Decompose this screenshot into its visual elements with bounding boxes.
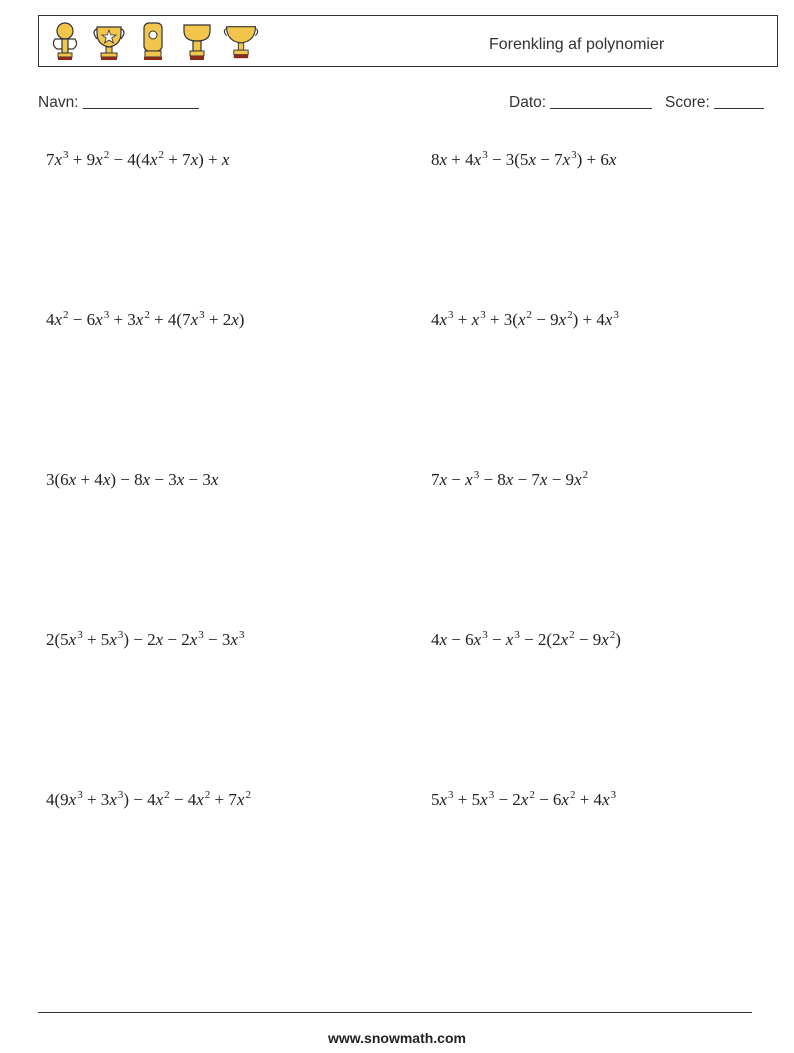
term-text: − 9 xyxy=(531,310,559,329)
exponent: 3 xyxy=(514,629,520,641)
term-text: + 4 xyxy=(76,470,103,489)
variable: x xyxy=(230,630,238,649)
term-text: + 5 xyxy=(453,790,481,809)
exponent: 2 xyxy=(569,629,575,641)
variable: x xyxy=(602,790,610,809)
variable: x xyxy=(471,310,480,329)
variable: x xyxy=(439,150,448,169)
variable: x xyxy=(439,470,448,489)
problem-5 xyxy=(46,470,218,490)
term-text: ) xyxy=(615,630,621,649)
trophy-star-icon xyxy=(91,19,127,65)
term-text: + 4(7 xyxy=(149,310,191,329)
variable: x xyxy=(221,150,230,169)
term-text: − 7 xyxy=(513,470,540,489)
trophy-wide-icon xyxy=(223,19,259,65)
term-text: + 5 xyxy=(82,630,110,649)
exponent: 2 xyxy=(63,309,69,321)
term-text: 7 xyxy=(46,150,55,169)
term-text: − 4(4 xyxy=(109,150,150,169)
variable: x xyxy=(54,150,63,169)
term-text: − 3 xyxy=(203,630,231,649)
term-text: + 3( xyxy=(485,310,518,329)
variable: x xyxy=(135,310,144,329)
term-text: + 4 xyxy=(447,150,474,169)
exponent: 3 xyxy=(448,789,454,801)
exponent: 3 xyxy=(63,149,69,161)
term-text: − 6 xyxy=(68,310,96,329)
term-text: 4 xyxy=(431,630,440,649)
term-text: − 7 xyxy=(535,150,563,169)
exponent: 3 xyxy=(198,629,204,641)
problem-7 xyxy=(46,630,244,650)
variable: x xyxy=(480,790,488,809)
term-text: 7 xyxy=(431,470,440,489)
variable: x xyxy=(505,630,514,649)
name-field[interactable] xyxy=(38,94,199,112)
term-text: − 3 xyxy=(184,470,211,489)
variable: x xyxy=(102,470,111,489)
term-text: − 9 xyxy=(547,470,575,489)
variable: x xyxy=(109,630,117,649)
variable: x xyxy=(190,150,199,169)
footer-url: www.snowmath.com xyxy=(328,1030,466,1046)
variable: x xyxy=(210,470,219,489)
exponent: 2 xyxy=(144,309,150,321)
exponent: 3 xyxy=(610,789,617,801)
exponent: 2 xyxy=(567,309,573,321)
variable: x xyxy=(142,470,151,489)
exponent: 3 xyxy=(480,309,486,321)
variable: x xyxy=(517,310,526,329)
term-text: + 2 xyxy=(204,310,232,329)
term-text: ) xyxy=(238,310,245,329)
variable: x xyxy=(68,470,77,489)
exponent: 3 xyxy=(473,469,480,481)
exponent: 3 xyxy=(77,629,83,641)
term-text: + 4 xyxy=(575,790,603,809)
variable: x xyxy=(528,150,536,169)
exponent: 2 xyxy=(609,629,616,641)
term-text: 4(9 xyxy=(46,790,69,809)
variable: x xyxy=(109,790,117,809)
variable: x xyxy=(68,790,77,809)
term-text: 5 xyxy=(431,790,440,809)
term-text: 2(5 xyxy=(46,630,69,649)
trophy-bowl-icon xyxy=(179,19,215,65)
variable: x xyxy=(95,150,103,169)
term-text: − 6 xyxy=(447,630,474,649)
worksheet-header xyxy=(38,15,778,67)
variable: x xyxy=(539,470,548,489)
term-text: − xyxy=(487,630,506,649)
term-text: 4 xyxy=(46,310,55,329)
exponent: 3 xyxy=(482,149,488,161)
term-text: ) − 2 xyxy=(123,630,156,649)
variable: x xyxy=(560,630,569,649)
variable: x xyxy=(196,790,204,809)
term-text: − 2(2 xyxy=(519,630,561,649)
exponent: 3 xyxy=(117,789,124,801)
variable: x xyxy=(439,790,448,809)
problem-9 xyxy=(46,790,251,810)
problem-4 xyxy=(431,310,619,330)
variable: x xyxy=(236,790,245,809)
variable: x xyxy=(439,310,448,329)
score-field[interactable] xyxy=(665,94,764,112)
exponent: 2 xyxy=(103,149,110,161)
variable: x xyxy=(54,310,63,329)
variable: x xyxy=(176,470,185,489)
exponent: 3 xyxy=(238,629,245,641)
exponent: 2 xyxy=(204,789,211,801)
term-text: + 3 xyxy=(82,790,110,809)
problem-8 xyxy=(431,630,621,650)
term-text: 8 xyxy=(431,150,440,169)
worksheet-title: Forenkling af polynomier xyxy=(489,36,665,53)
term-text: ) + 6 xyxy=(576,150,609,169)
variable: x xyxy=(520,790,529,809)
term-text: 3(6 xyxy=(46,470,69,489)
term-text: + 7 xyxy=(163,150,191,169)
term-text: 4 xyxy=(431,310,440,329)
exponent: 3 xyxy=(488,789,495,801)
variable: x xyxy=(155,790,164,809)
variable: x xyxy=(465,470,473,489)
term-text: + xyxy=(453,310,472,329)
exponent: 2 xyxy=(158,149,164,161)
variable: x xyxy=(574,470,582,489)
exponent: 2 xyxy=(245,789,251,801)
exponent: 3 xyxy=(613,309,619,321)
exponent: 2 xyxy=(529,789,535,801)
term-text: + 7 xyxy=(210,790,237,809)
term-text: ) − 4 xyxy=(123,790,156,809)
variable: x xyxy=(439,630,448,649)
term-text: ) + xyxy=(198,150,222,169)
term-text: − 6 xyxy=(534,790,562,809)
term-text: − 9 xyxy=(574,630,602,649)
term-text: − 4 xyxy=(169,790,197,809)
footer-divider xyxy=(38,1012,752,1013)
term-text: ) − 8 xyxy=(110,470,143,489)
trophy-cup-icon xyxy=(135,19,171,65)
term-text: − 3(5 xyxy=(487,150,529,169)
variable: x xyxy=(473,630,482,649)
variable: x xyxy=(95,310,103,329)
exponent: 3 xyxy=(77,789,83,801)
exponent: 3 xyxy=(571,149,577,161)
term-text: − 3 xyxy=(150,470,177,489)
exponent: 3 xyxy=(103,309,110,321)
name-blank[interactable] xyxy=(83,94,199,109)
score-label: Score: xyxy=(665,94,710,111)
problem-3 xyxy=(46,310,244,330)
variable: x xyxy=(604,310,613,329)
variable: x xyxy=(473,150,482,169)
term-text: + 9 xyxy=(68,150,96,169)
problem-6 xyxy=(431,470,588,490)
trophy-round-icon xyxy=(47,19,83,65)
variable: x xyxy=(608,150,617,169)
variable: x xyxy=(155,630,164,649)
variable: x xyxy=(231,310,239,329)
name-label: Navn: xyxy=(38,94,79,111)
exponent: 2 xyxy=(569,789,576,801)
problem-1 xyxy=(46,150,229,170)
date-field[interactable] xyxy=(509,94,652,112)
variable: x xyxy=(561,790,569,809)
problem-2 xyxy=(431,150,616,170)
exponent: 2 xyxy=(164,789,170,801)
variable: x xyxy=(189,630,198,649)
variable: x xyxy=(562,150,571,169)
exponent: 2 xyxy=(582,469,589,481)
variable: x xyxy=(505,470,514,489)
date-blank[interactable] xyxy=(550,94,652,109)
term-text: + 3 xyxy=(109,310,136,329)
variable: x xyxy=(149,150,158,169)
variable: x xyxy=(68,630,77,649)
term-text: − 2 xyxy=(163,630,190,649)
variable: x xyxy=(190,310,199,329)
term-text: − xyxy=(447,470,466,489)
exponent: 3 xyxy=(482,629,488,641)
term-text: − 2 xyxy=(494,790,521,809)
exponent: 3 xyxy=(117,629,124,641)
date-label: Dato: xyxy=(509,94,547,111)
term-text: ) + 4 xyxy=(572,310,605,329)
exponent: 2 xyxy=(526,309,532,321)
variable: x xyxy=(601,630,609,649)
exponent: 3 xyxy=(448,309,454,321)
problem-10 xyxy=(431,790,616,810)
variable: x xyxy=(558,310,567,329)
exponent: 3 xyxy=(199,309,205,321)
term-text: − 8 xyxy=(479,470,506,489)
score-blank[interactable] xyxy=(714,94,764,109)
